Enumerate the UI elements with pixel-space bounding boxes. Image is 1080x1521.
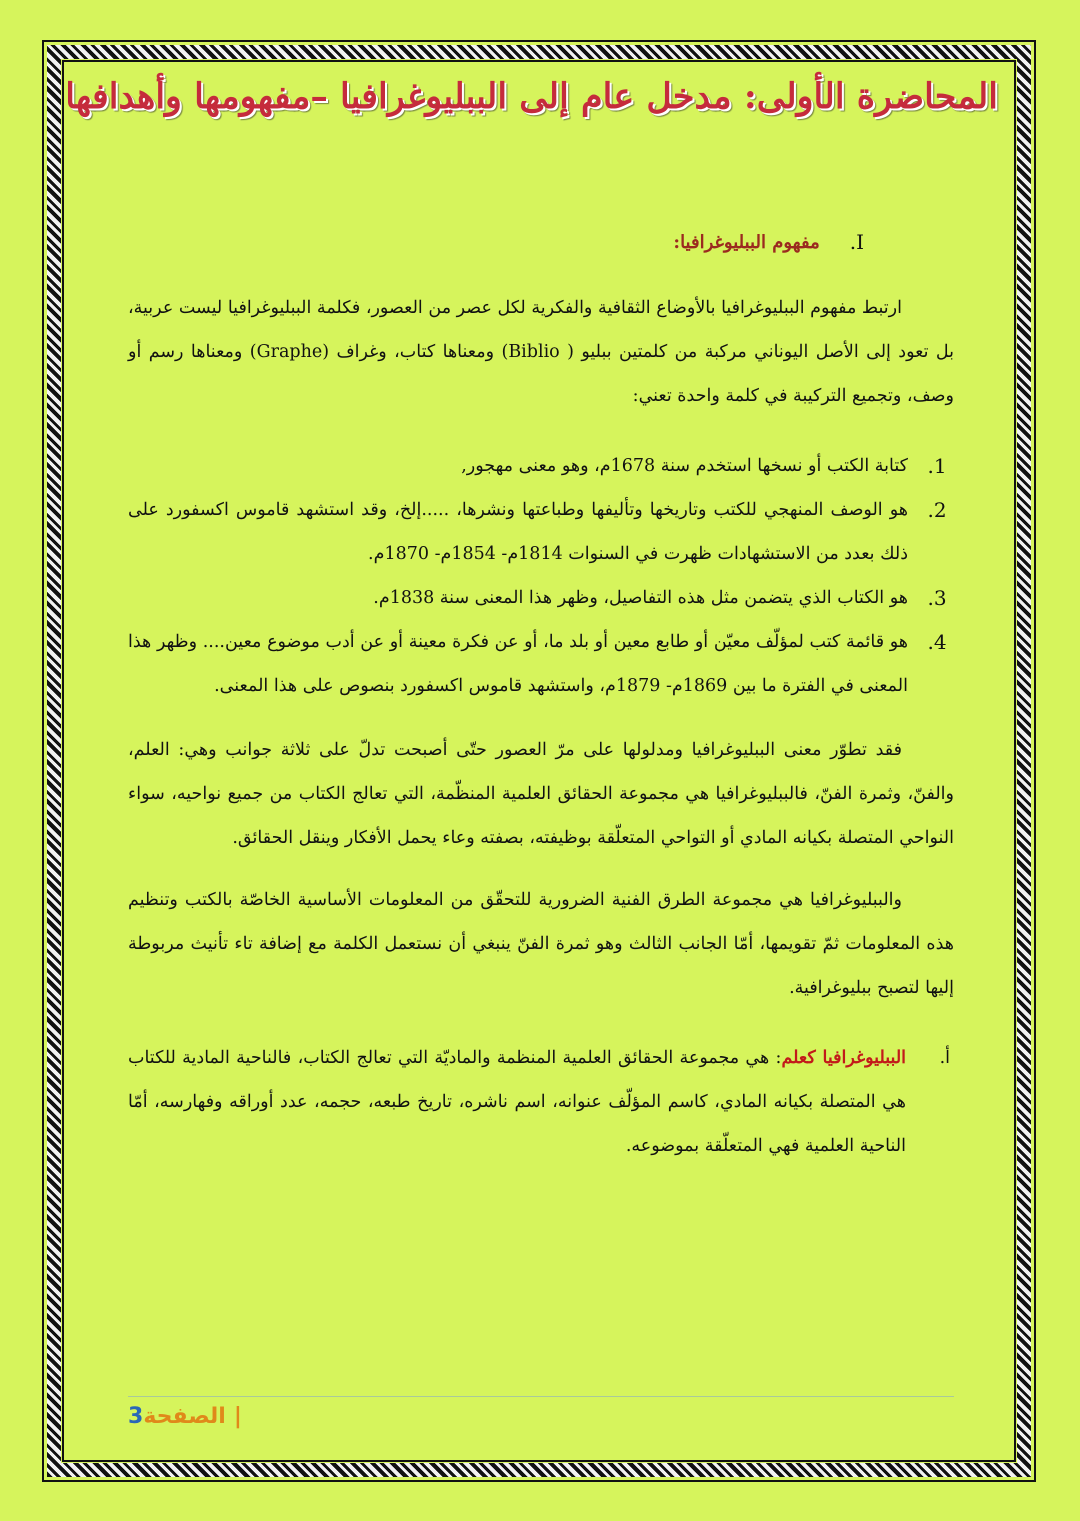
page-footer: [128, 1404, 242, 1429]
list-item-text: هو الكتاب الذي يتضمن مثل هذه التفاصيل، وظهر هذا المعنى سنة 1838م.: [373, 588, 908, 608]
list-item-text: هو قائمة كتب لمؤلّف معيّن أو طابع معين أو بلد ما، أو عن فكرة معينة أو عن أدب موضوع معين.... وظهر هذا المعنى في الفترة ما بين 1869م- 1879م، واستشهد قاموس اكسفورد بنصوص على هذا المعنى.: [128, 632, 908, 696]
paragraph-techniques: والببليوغرافيا هي مجموعة الطرق الفنية الضرورية للتحقّق من المعلومات الأساسية الخاصّة بالكتب وتنظيم هذه المعلومات ثمّ تقويمها، أمّا الجانب الثالث وهو ثمرة الفنّ ينبغي أن نستعمل الكلمة مع إضافة تاء تأنيث مربوطة إليها لتصبح ببليوغرافية.: [128, 890, 954, 998]
paragraph-evolution: فقد تطوّر معنى الببليوغرافيا ومدلولها على مرّ العصور حتّى أصبحت تدلّ على ثلاثة جوانب وهي: العلم، والفنّ، وثمرة الفنّ، فالببليوغرافيا هي مجموعة الحقائق العلمية المنظّمة، التي تعالج الكتاب من جميع نواحيه، سواء النواحي المتصلة بكيانه المادي أو التواحي المتعلّقة بوظيفته، بصفته وعاء يحمل الأفكار وينقل الحقائق.: [128, 740, 955, 848]
page-number: 3: [128, 1404, 144, 1429]
list-item-text: كتابة الكتب أو نسخها استخدم سنة 1678م، وهو معنى مهجور,: [461, 456, 908, 476]
footer-divider: [128, 1396, 954, 1397]
subsection-bibliography-as-science: [128, 1036, 954, 1168]
definition-list: [128, 444, 954, 708]
subsection-text: : هي مجموعة الحقائق العلمية المنظمة والماديّة التي تعالج الكتاب، فالناحية المادية للكتاب هي المتصلة بكيانه المادي، كاسم المؤلّف عنوانه، اسم ناشره، تاريخ طبعه، حجمه، عدد أوراقه وفهارسه، أمّا الناحية العلمية فهي المتعلّقة بموضوعه.: [128, 1048, 906, 1156]
footer-separator: |: [233, 1404, 242, 1429]
section-heading: [128, 230, 954, 254]
subsection-keyword: الببليوغرافيا كعلم: [781, 1048, 907, 1068]
intro-paragraph: ارتبط مفهوم الببليوغرافيا بالأوضاع الثقافية والفكرية لكل عصر من العصور، فكلمة الببليوغرافيا ليست عربية، بل تعود إلى الأصل اليوناني مركبة من كلمتين ببليو ( Biblio) ومعناها كتاب، وغراف (Graphe) ومعناها رسم أو وصف، وتجميع التركيبة في كلمة واحدة تعني:: [128, 298, 954, 406]
lecture-title: المحاضرة الأولى: مدخل عام إلى الببليوغرافيا –مفهومها وأهدافها: [65, 76, 998, 117]
list-item-text: هو الوصف المنهجي للكتب وتاريخها وتأليفها وطباعتها ونشرها، .....إلخ، وقد استشهد قاموس اكسفورد على ذلك بعدد من الاستشهادات ظهرت في السنوات 1814م- 1854م- 1870م.: [128, 500, 908, 564]
list-item: [128, 444, 947, 488]
list-item-number: 3.: [927, 586, 947, 610]
subsection-letter: أ.: [939, 1048, 950, 1068]
list-item-number: 2.: [927, 498, 947, 522]
page-label: الصفحة: [143, 1404, 226, 1429]
list-item-number: 1.: [927, 454, 947, 478]
list-item: [128, 488, 947, 576]
list-item: [128, 620, 947, 708]
list-item: [128, 576, 947, 620]
list-item-number: 4.: [927, 630, 947, 654]
section-number: I.: [849, 230, 864, 254]
section-title: مفهوم الببليوغرافيا:: [673, 231, 820, 253]
document-body: [128, 230, 954, 1168]
